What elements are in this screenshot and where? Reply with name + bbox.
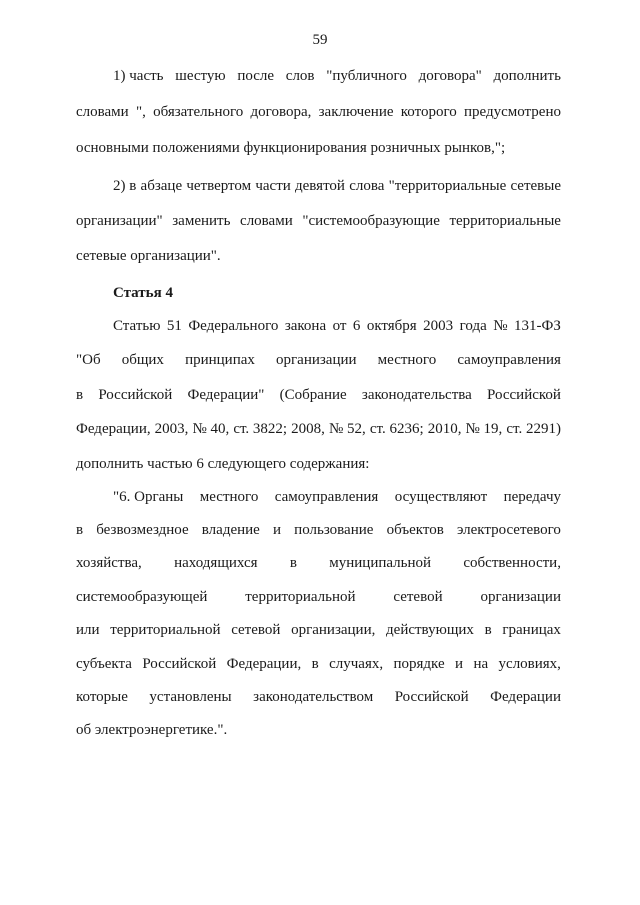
word: безвозмездное [96,522,189,538]
word: территориальной [245,589,356,605]
word: октября [366,318,417,334]
word: "Об [76,352,101,368]
word: Федерации [490,689,561,705]
paragraph-4-line-8: об электроэнергетике.". [76,722,228,738]
word: 1) часть [113,68,164,84]
word: системообразующей [76,589,208,605]
word: девятой [295,178,345,194]
word: Федерации" [187,387,265,403]
word: которого [400,104,457,120]
word: ст. 2291) [506,421,561,437]
paragraph-3-line-5: дополнить частью 6 следующего содержания: [76,456,370,472]
word: № 19, [465,421,503,437]
word: сетевой [393,589,443,605]
word: пользование [294,522,374,538]
word: абзаце [140,178,183,194]
word: заключение [318,104,394,120]
word: передачу [503,489,561,505]
word: объектов [386,522,444,538]
word: общих [121,352,164,368]
word: № 40, [192,421,230,437]
word: обязательного [153,104,244,120]
page-number: 59 [312,32,328,48]
word: № 52, [328,421,366,437]
word: в [484,622,492,638]
paragraph-1-line-1 [113,67,561,85]
word: ст. 3822; [233,421,288,437]
word: организации, [291,622,376,638]
paragraph-2-line-3: сетевые организации". [76,248,221,264]
paragraph-2-line-1 [113,177,561,195]
word: самоуправления [274,489,379,505]
word: организации [480,589,561,605]
word: ", [135,104,146,120]
word: (Собрание [279,387,347,403]
word: случаях, [329,656,384,672]
word: законодательством [253,689,374,705]
word: Федерации, [226,656,302,672]
word: шестую [175,68,226,84]
word: 2010, [427,421,462,437]
word: законодательства [361,387,472,403]
word: № [493,318,508,334]
word: дополнить [493,68,561,84]
word: в [76,522,84,538]
paragraph-4-line-2 [76,521,561,539]
paragraph-2-line-2 [76,212,561,230]
paragraph-3-line-4 [76,420,561,438]
word: собственности, [463,555,561,571]
word: и [272,522,282,538]
word: местного [199,489,259,505]
word: осуществляют [394,489,488,505]
word: слов [285,68,315,84]
word: 6 [352,318,361,334]
word: словами [76,104,129,120]
word: Российской [487,387,561,403]
word: части [255,178,291,194]
word: Российской [142,656,217,672]
word: хозяйства, [76,555,142,571]
word: владение [201,522,260,538]
paragraph-4-line-1 [113,488,561,506]
paragraph-4-line-7 [76,688,561,706]
word: и [455,656,464,672]
word: 131-ФЗ [513,318,561,334]
paragraph-1-line-3: основными положениями функционирования розничных рынков,"; [76,140,506,156]
word: самоуправления [457,352,561,368]
word: "территориальные [388,178,507,194]
paragraph-4-line-5 [76,621,561,639]
paragraph-1-line-2 [76,103,561,121]
word: Российской [394,689,469,705]
word: Федерального [188,318,279,334]
paragraph-3-line-3 [76,386,561,404]
paragraph-4-line-6 [76,655,561,673]
word: после [237,68,275,84]
word: "публичного [326,68,407,84]
word: субъекта [76,656,132,672]
paragraph-4-line-4 [76,588,561,606]
word: находящихся [174,555,258,571]
word: Российской [98,387,173,403]
word: организации" [76,213,163,229]
word: словами [240,213,293,229]
word: электросетевого [456,522,561,538]
article-heading: Статья 4 [113,285,173,301]
word: в [289,555,297,571]
word: Федерации, [76,421,151,437]
word: ст. 6236; [369,421,424,437]
word: "6. Органы [113,489,184,505]
word: порядке [393,656,445,672]
word: местного [377,352,437,368]
word: 51 [166,318,182,334]
word: условиях, [498,656,561,672]
paragraph-3-line-1 [113,317,561,335]
word: в [311,656,319,672]
word: на [473,656,489,672]
word: организации [276,352,357,368]
word: слова [349,178,385,194]
word: границах [502,622,561,638]
word: действующих [386,622,474,638]
word: четвертом [186,178,252,194]
word: 2003 [423,318,454,334]
word: которые [76,689,128,705]
word: закона [284,318,327,334]
word: 2008, [291,421,325,437]
word: 2) в [113,178,137,194]
word: "системообразующие [302,213,440,229]
word: в [76,387,84,403]
word: территориальной [110,622,221,638]
word: от [332,318,347,334]
word: установлены [149,689,232,705]
word: сетевые [510,178,561,194]
word: договора" [418,68,482,84]
paragraph-4-line-3 [76,554,561,572]
paragraph-3-line-2 [76,351,561,369]
word: принципах [185,352,255,368]
word: муниципальной [329,555,432,571]
word: предусмотрено [463,104,561,120]
word: заменить [172,213,231,229]
word: договора, [250,104,312,120]
word: сетевой [231,622,281,638]
word: года [459,318,487,334]
word: территориальные [449,213,561,229]
word: Статью [113,318,161,334]
word: или [76,622,100,638]
word: 2003, [154,421,189,437]
